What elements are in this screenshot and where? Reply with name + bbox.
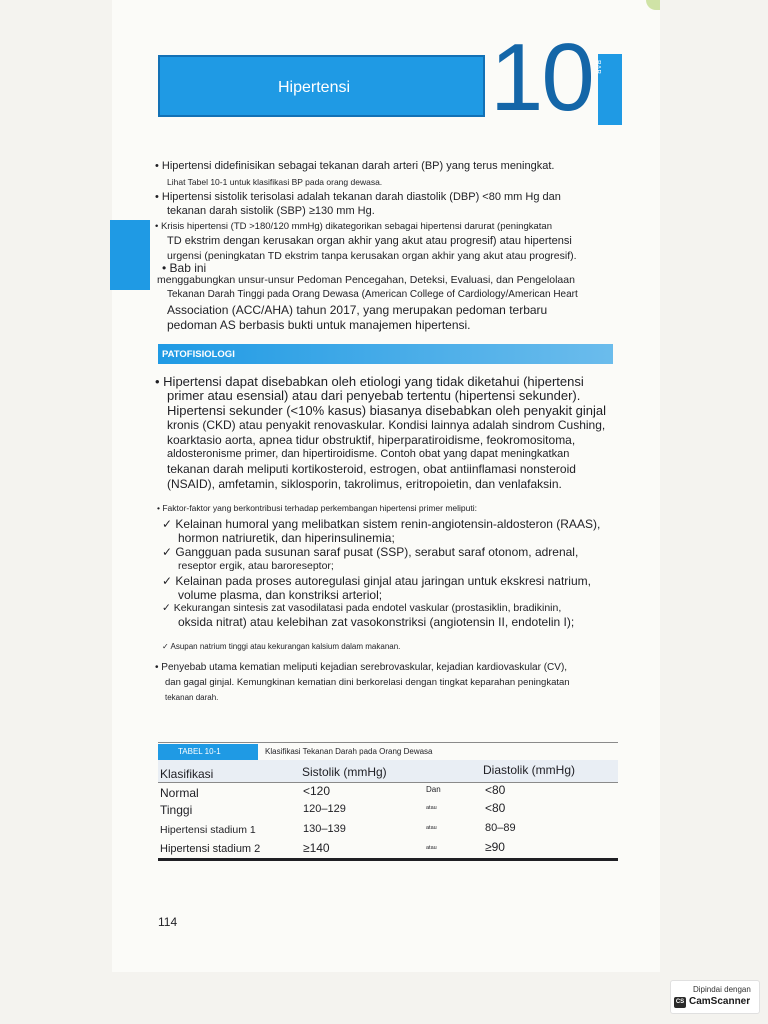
intro-bullet-4-line-2: menggabungkan unsur-unsur Pedoman Pencegahan, Deteksi, Evaluasi, dan Pengelolaan bbox=[157, 274, 575, 286]
table-row-4-class: Hipertensi stadium 2 bbox=[160, 843, 261, 855]
table-header-diastolic: Diastolik (mmHg) bbox=[483, 763, 576, 777]
intro-bullet-2-line-1: • Hipertensi sistolik terisolasi adalah tekanan darah diastolik (DBP) <80 mm Hg dan bbox=[155, 191, 561, 203]
table-row-2-systolic: 120–129 bbox=[303, 803, 346, 815]
patho-line-4: kronis (CKD) atau penyakit renovaskular. Kondisi lainnya adalah sindrom Cushing, bbox=[167, 418, 606, 432]
table-row-3-class: Hipertensi stadium 1 bbox=[160, 824, 256, 836]
page-number: 114 bbox=[158, 915, 178, 929]
section-title: PATOFISIOLOGI bbox=[162, 349, 235, 360]
watermark-brand: CamScanner bbox=[689, 996, 751, 1007]
intro-bullet-1: • Hipertensi didefinisikan sebagai tekanan darah arteri (BP) yang terus meningkat. bbox=[155, 160, 555, 172]
table-row-1-class: Normal bbox=[160, 786, 199, 800]
table-row-2-class: Tinggi bbox=[160, 803, 193, 817]
watermark-caption: Dipindai dengan bbox=[693, 985, 751, 994]
mortality-line-3: tekanan darah. bbox=[165, 693, 219, 702]
mortality-line-2: dan gagal ginjal. Kemungkinan kematian dini berkorelasi dengan tingkat keparahan peningkatan bbox=[165, 677, 570, 688]
intro-bullet-3-line-3: urgensi (peningkatan TD ekstrim tanpa kerusakan organ akhir yang akut atau progresif). bbox=[167, 250, 577, 262]
patho-line-3: Hipertensi sekunder (<10% kasus) biasanya disebabkan oleh penyakit ginjal bbox=[167, 403, 607, 418]
table-row-4-connector: atau bbox=[426, 845, 437, 851]
intro-bullet-2-line-2: tekanan darah sistolik (SBP) ≥130 mm Hg. bbox=[167, 205, 375, 217]
table-row-3-systolic: 130–139 bbox=[303, 823, 346, 835]
table-bottom-rule bbox=[158, 858, 618, 861]
table-row-1-connector: Dan bbox=[426, 785, 441, 794]
intro-bullet-3-line-2: TD ekstrim dengan kerusakan organ akhir yang akut atau progresif) atau hipertensi bbox=[167, 235, 572, 247]
table-top-rule bbox=[158, 742, 618, 743]
margin-tab bbox=[110, 220, 150, 290]
table-tag: TABEL 10-1 bbox=[178, 747, 221, 756]
table-row-1-systolic: <120 bbox=[303, 784, 331, 798]
table-header-systolic: Sistolik (mmHg) bbox=[302, 765, 387, 779]
table-header-rule bbox=[158, 782, 618, 783]
patho-line-7: tekanan darah meliputi kortikosteroid, estrogen, obat antiinflamasi nonsteroid bbox=[167, 462, 576, 476]
patho-line-5: koarktasio aorta, apnea tidur obstruktif, hiperparatiroidisme, feokromositoma, bbox=[167, 433, 576, 447]
camscanner-logo-icon: CS bbox=[674, 997, 686, 1008]
table-row-4-systolic: ≥140 bbox=[303, 841, 330, 855]
intro-bullet-4-line-3: Tekanan Darah Tinggi pada Orang Dewasa (American College of Cardiology/American Heart bbox=[167, 289, 578, 300]
patho-line-2: primer atau esensial) atau dari penyebab tertentu (hipertensi sekunder). bbox=[167, 388, 581, 403]
intro-bullet-4-line-4: Association (ACC/AHA) tahun 2017, yang merupakan pedoman terbaru bbox=[167, 303, 548, 317]
factor-3-line-1: ✓ Kelainan pada proses autoregulasi ginjal atau jaringan untuk ekskresi natrium, bbox=[162, 574, 591, 588]
factor-1-line-1: ✓ Kelainan humoral yang melibatkan sistem renin-angiotensin-aldosteron (RAAS), bbox=[162, 517, 601, 531]
factors-intro: • Faktor-faktor yang berkontribusi terhadap perkembangan hipertensi primer meliputi: bbox=[157, 503, 477, 513]
table-caption: Klasifikasi Tekanan Darah pada Orang Dewasa bbox=[265, 747, 433, 756]
factor-3-line-2: volume plasma, dan konstriksi arteriol; bbox=[178, 588, 383, 602]
factor-5: ✓ Asupan natrium tinggi atau kekurangan kalsium dalam makanan. bbox=[162, 642, 401, 651]
chapter-title: Hipertensi bbox=[278, 79, 351, 96]
patho-line-1: • Hipertensi dapat disebabkan oleh etiologi yang tidak diketahui (hipertensi bbox=[155, 374, 584, 389]
intro-bullet-1-note: Lihat Tabel 10-1 untuk klasifikasi BP pada orang dewasa. bbox=[167, 177, 383, 187]
table-header-classification: Klasifikasi bbox=[160, 767, 214, 781]
factor-4-line-1: ✓ Kekurangan sintesis zat vasodilatasi pada endotel vaskular (prostasiklin, bradikinin, bbox=[162, 602, 562, 614]
intro-bullet-4-line-1: • Bab ini bbox=[162, 261, 207, 275]
table-row-3-connector: atau bbox=[426, 825, 437, 831]
factor-2-line-2: reseptor ergik, atau baroreseptor; bbox=[178, 560, 334, 572]
chapter-word: BAB bbox=[594, 60, 601, 75]
factor-2-line-1: ✓ Gangguan pada susunan saraf pusat (SSP), serabut saraf otonom, adrenal, bbox=[162, 545, 579, 559]
table-row-4-diastolic: ≥90 bbox=[485, 840, 505, 854]
factor-4-line-2: oksida nitrat) atau kelebihan zat vasokonstriksi (angiotensin II, endotelin I); bbox=[178, 615, 575, 629]
chapter-number: 10 bbox=[490, 24, 593, 131]
patho-line-8: (NSAID), amfetamin, siklosporin, takrolimus, eritropoietin, dan venlafaksin. bbox=[167, 477, 562, 491]
factor-1-line-2: hormon natriuretik, dan hiperinsulinemia; bbox=[178, 531, 395, 545]
mortality-line-1: • Penyebab utama kematian meliputi kejadian serebrovaskular, kejadian kardiovaskular (CV), bbox=[155, 662, 568, 673]
intro-bullet-4-line-5: pedoman AS berbasis bukti untuk manajemen hipertensi. bbox=[167, 318, 471, 332]
table-row-1-diastolic: <80 bbox=[485, 783, 506, 797]
chapter-side-bar bbox=[598, 54, 622, 125]
intro-bullet-3-line-1: • Krisis hipertensi (TD >180/120 mmHg) dikategorikan sebagai hipertensi darurat (peningkatan bbox=[155, 221, 552, 232]
patho-line-6: aldosteronisme primer, dan hipertiroidisme. Contoh obat yang dapat meningkatkan bbox=[167, 448, 570, 460]
table-row-2-diastolic: <80 bbox=[485, 801, 506, 815]
table-row-3-diastolic: 80–89 bbox=[485, 822, 516, 834]
table-row-2-connector: atau bbox=[426, 805, 437, 811]
